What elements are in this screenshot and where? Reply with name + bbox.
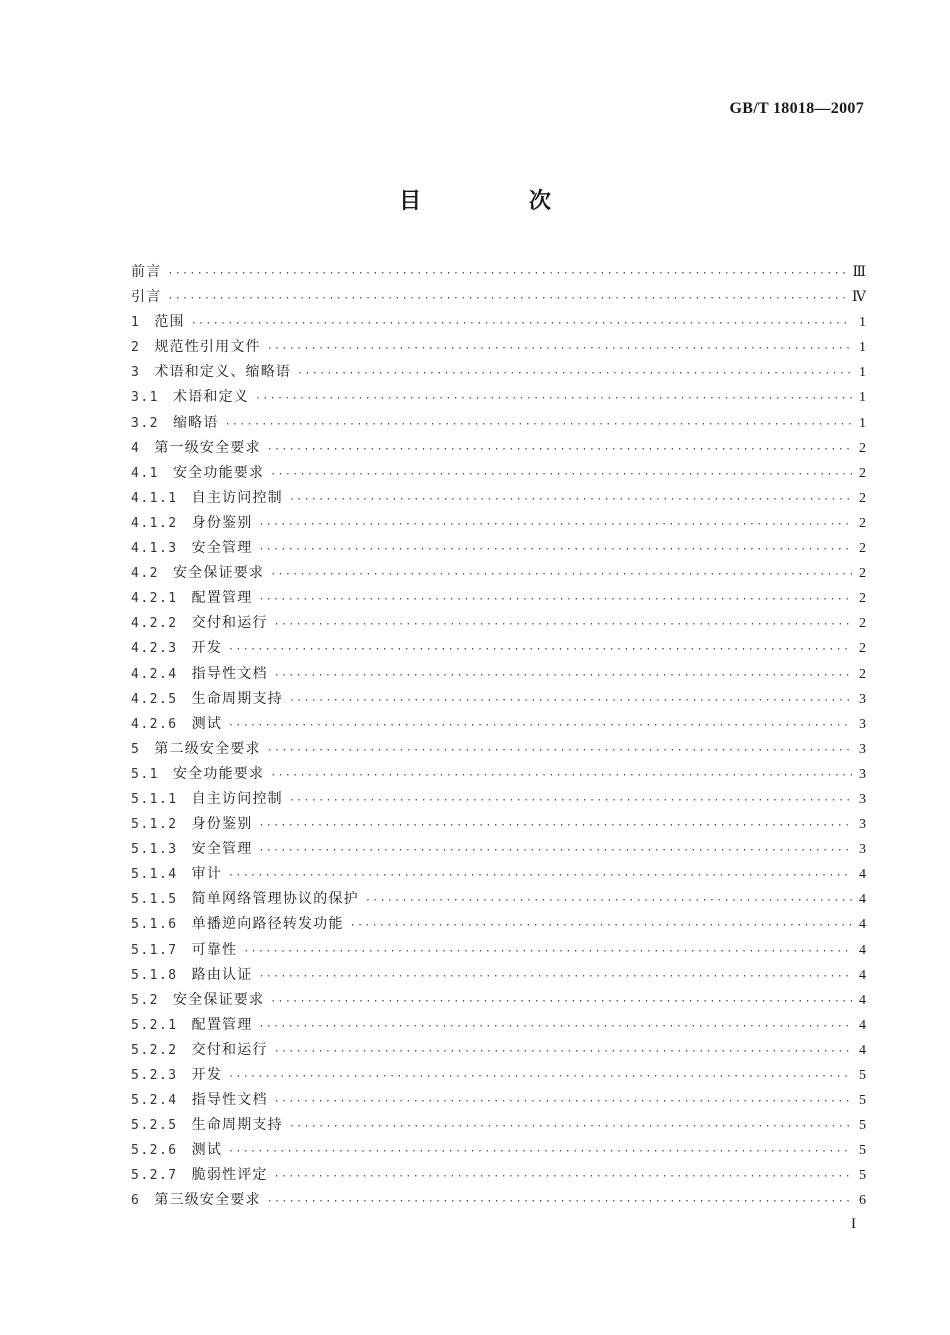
toc-entry-page: 2 [859, 566, 866, 582]
toc-dot-leader [274, 1164, 852, 1189]
toc-entry-label: 交付和运行 [191, 615, 268, 632]
toc-dot-leader [258, 537, 852, 562]
toc-entry[interactable] [131, 712, 866, 737]
toc-entry-label: 自主访问控制 [191, 790, 283, 807]
toc-entry-page: 3 [859, 817, 866, 833]
toc-entry-page: 3 [859, 741, 866, 757]
toc-entry-number: 5.1 [131, 766, 159, 782]
toc-dot-leader [274, 1039, 852, 1064]
toc-entry[interactable] [131, 1063, 866, 1088]
toc-entry-number: 5.2 [131, 992, 159, 1008]
toc-entry-label: 安全保证要求 [172, 565, 265, 582]
standard-number: GB/T 18018—2007 [729, 100, 864, 117]
toc-dot-leader [274, 612, 852, 637]
toc-dot-leader [297, 361, 852, 386]
toc-dot-leader [225, 412, 852, 437]
toc-entry-label: 交付和运行 [191, 1041, 268, 1058]
toc-entry-page: 5 [859, 1143, 866, 1159]
toc-entry-number: 4.2 [131, 566, 159, 582]
toc-entry[interactable] [131, 360, 866, 385]
toc-entry-number: 6 [131, 1193, 141, 1209]
toc-entry-page: 4 [859, 1042, 866, 1058]
toc-entry-label: 前言 [131, 264, 162, 280]
toc-entry-number: 5.1.7 [131, 942, 178, 958]
toc-entry-number: 5.1.6 [131, 917, 178, 933]
toc-entry-number: 4.2.6 [131, 716, 178, 732]
toc-entry[interactable] [131, 837, 866, 862]
toc-entry-number: 5.1.3 [131, 842, 178, 858]
toc-entry-page: 1 [859, 365, 866, 381]
toc-entry-label: 安全功能要求 [172, 765, 265, 782]
toc-dot-leader [228, 1139, 852, 1164]
toc-entry-label: 安全功能要求 [172, 464, 265, 481]
toc-entry-page: 4 [859, 892, 866, 908]
toc-entry[interactable] [131, 887, 866, 912]
toc-entry[interactable] [131, 662, 866, 687]
toc-dot-leader [274, 663, 852, 688]
toc-entry[interactable] [131, 461, 866, 486]
toc-entry[interactable] [131, 862, 866, 887]
toc-entry-number: 4.1.1 [131, 490, 178, 506]
toc-entry-page: 1 [859, 390, 866, 406]
toc-entry-page: 3 [859, 842, 866, 858]
toc-entry-number: 4.2.4 [131, 666, 178, 682]
toc-entry-page: 2 [859, 541, 866, 557]
toc-entry-label: 测试 [191, 1142, 223, 1159]
toc-entry-number: 5 [131, 741, 141, 757]
toc-entry-page: 3 [859, 691, 866, 707]
toc-entry[interactable] [131, 536, 866, 561]
toc-entry-number: 5.2.6 [131, 1143, 178, 1159]
toc-entry[interactable] [131, 812, 866, 837]
toc-entry-page: 3 [859, 791, 866, 807]
toc-entry-number: 4.2.1 [131, 591, 178, 607]
toc-entry[interactable] [131, 687, 866, 712]
toc-entry-page: 2 [859, 641, 866, 657]
table-of-contents [131, 260, 866, 1214]
toc-entry-number: 5.2.2 [131, 1042, 178, 1058]
toc-dot-leader [258, 587, 852, 612]
toc-entry-label: 安全保证要求 [172, 991, 265, 1008]
toc-entry[interactable] [131, 762, 866, 787]
toc-entry-page: 4 [859, 917, 866, 933]
toc-entry[interactable] [131, 1088, 866, 1113]
toc-entry-page: 4 [859, 967, 866, 983]
toc-dot-leader [255, 386, 852, 411]
toc-entry-page: Ⅳ [852, 290, 866, 306]
toc-dot-leader [289, 788, 852, 813]
toc-dot-leader [270, 462, 852, 487]
toc-dot-leader [258, 512, 852, 537]
toc-entry[interactable] [131, 912, 866, 937]
toc-entry-number: 5.1.4 [131, 867, 178, 883]
toc-entry-page: 1 [859, 415, 866, 431]
toc-entry-page: 5 [859, 1068, 866, 1083]
toc-entry[interactable] [131, 260, 866, 285]
toc-dot-leader [167, 261, 846, 286]
toc-entry-label: 路由认证 [191, 966, 253, 983]
toc-entry-page: 6 [859, 1193, 866, 1209]
toc-entry-label: 身份鉴别 [191, 816, 253, 833]
toc-entry-label: 简单网络管理协议的保护 [191, 891, 359, 908]
toc-entry-number: 3 [131, 365, 141, 381]
toc-entry[interactable] [131, 310, 866, 335]
toc-entry-label: 第一级安全要求 [154, 439, 261, 456]
toc-entry-label: 第三级安全要求 [154, 1192, 261, 1209]
toc-entry-number: 4 [131, 440, 141, 456]
toc-entry[interactable] [131, 963, 866, 988]
toc-entry-label: 身份鉴别 [191, 514, 253, 531]
toc-entry[interactable] [131, 1038, 866, 1063]
toc-entry[interactable] [131, 1138, 866, 1163]
toc-dot-leader [228, 863, 852, 888]
toc-entry-label: 安全管理 [191, 841, 253, 858]
toc-entry-page: 5 [859, 1118, 866, 1134]
toc-entry-page: 2 [859, 440, 866, 456]
toc-dot-leader [365, 888, 852, 913]
toc-entry-label: 指导性文档 [191, 1092, 268, 1109]
toc-entry-number: 5.1.1 [131, 791, 178, 807]
toc-entry[interactable] [131, 385, 866, 410]
toc-dot-leader [289, 688, 852, 713]
toc-entry-label: 审计 [191, 866, 223, 883]
toc-dot-leader [258, 1014, 852, 1039]
toc-entry[interactable] [131, 611, 866, 636]
toc-entry[interactable] [131, 335, 866, 360]
toc-dot-leader [228, 713, 852, 738]
toc-entry[interactable] [131, 1113, 866, 1138]
toc-entry[interactable] [131, 436, 866, 461]
toc-entry-label: 配置管理 [191, 590, 253, 607]
toc-entry[interactable] [131, 486, 866, 511]
toc-entry-label: 单播逆向路径转发功能 [191, 916, 344, 933]
toc-entry-number: 4.2.3 [131, 641, 178, 657]
toc-entry-page: 4 [859, 1017, 866, 1033]
toc-entry-label: 配置管理 [191, 1016, 253, 1033]
toc-entry[interactable] [131, 1013, 866, 1038]
toc-entry[interactable] [131, 561, 866, 586]
toc-entry-label: 自主访问控制 [191, 489, 283, 506]
toc-dot-leader [270, 562, 852, 587]
toc-entry[interactable] [131, 285, 866, 310]
toc-dot-leader [258, 964, 852, 989]
toc-dot-leader [289, 487, 852, 512]
toc-entry-number: 4.1.2 [131, 515, 178, 531]
toc-entry-number: 4.1.3 [131, 541, 178, 557]
toc-entry-label: 规范性引用文件 [154, 339, 261, 356]
toc-entry-number: 4.2.5 [131, 691, 178, 707]
toc-entry-number: 5.1.2 [131, 817, 178, 833]
toc-entry[interactable] [131, 511, 866, 536]
toc-entry-page: 3 [859, 716, 866, 732]
toc-dot-leader [289, 1114, 852, 1139]
page-number: I [851, 1216, 856, 1232]
toc-dot-leader [243, 939, 852, 964]
toc-entry-label: 引言 [131, 289, 162, 306]
toc-entry-page: 1 [859, 315, 866, 331]
toc-dot-leader [258, 813, 852, 838]
toc-entry-page: Ⅲ [852, 265, 866, 280]
toc-entry-label: 术语和定义、缩略语 [154, 364, 292, 381]
toc-dot-leader [267, 1189, 852, 1214]
toc-entry-label: 生命周期支持 [191, 1117, 283, 1134]
toc-entry-page: 3 [859, 766, 866, 782]
toc-entry-page: 2 [859, 616, 866, 632]
toc-entry-number: 1 [131, 315, 141, 331]
toc-dot-leader [350, 913, 852, 938]
toc-entry-label: 脆弱性评定 [191, 1167, 268, 1184]
toc-entry-number: 5.2.4 [131, 1093, 178, 1109]
toc-entry-page: 5 [859, 1093, 866, 1109]
toc-entry[interactable] [131, 411, 866, 436]
toc-entry-page: 2 [859, 591, 866, 607]
toc-entry[interactable] [131, 787, 866, 812]
page-title: 目 次 [399, 189, 601, 214]
toc-entry-number: 3.1 [131, 390, 159, 406]
toc-dot-leader [267, 437, 852, 462]
toc-dot-leader [228, 637, 852, 662]
toc-entry[interactable] [131, 938, 866, 963]
toc-entry-number: 4.1 [131, 465, 159, 481]
toc-entry-label: 生命周期支持 [191, 690, 283, 707]
toc-entry-label: 安全管理 [191, 540, 253, 557]
toc-entry-label: 测试 [191, 715, 223, 732]
toc-entry-label: 范围 [154, 314, 185, 331]
toc-entry-number: 5.1.8 [131, 967, 178, 983]
toc-entry-page: 4 [859, 942, 866, 958]
toc-entry-number: 2 [131, 340, 141, 356]
toc-entry-label: 开发 [191, 1067, 223, 1083]
toc-entry[interactable] [131, 988, 866, 1013]
toc-entry-label: 术语和定义 [172, 389, 249, 406]
toc-entry-number: 4.2.2 [131, 616, 178, 632]
toc-entry[interactable] [131, 636, 866, 661]
toc-entry-label: 开发 [191, 640, 223, 657]
toc-entry-page: 2 [859, 666, 866, 682]
toc-entry-page: 2 [859, 465, 866, 481]
toc-entry-number: 3.2 [131, 415, 159, 431]
toc-entry-number: 5.2.1 [131, 1017, 178, 1033]
toc-entry[interactable] [131, 737, 866, 762]
toc-entry[interactable] [131, 586, 866, 611]
toc-entry-label: 可靠性 [191, 941, 238, 958]
toc-dot-leader [228, 1064, 852, 1089]
toc-dot-leader [167, 286, 846, 311]
toc-entry-number: 5.2.7 [131, 1168, 178, 1184]
toc-dot-leader [267, 336, 852, 361]
toc-entry-page: 2 [859, 515, 866, 531]
toc-entry-number: 5.2.5 [131, 1118, 178, 1134]
toc-entry-number: 5.1.5 [131, 892, 178, 908]
toc-dot-leader [267, 738, 852, 763]
toc-entry-page: 1 [859, 340, 866, 356]
toc-entry-page: 2 [859, 490, 866, 506]
toc-entry-page: 4 [859, 867, 866, 883]
toc-entry-label: 第二级安全要求 [154, 740, 261, 757]
toc-dot-leader [274, 1089, 852, 1114]
toc-dot-leader [258, 838, 852, 863]
toc-entry-page: 4 [859, 992, 866, 1008]
toc-entry[interactable] [131, 1163, 866, 1188]
toc-entry-number: 5.2.3 [131, 1068, 178, 1083]
toc-dot-leader [270, 763, 852, 788]
toc-entry-label: 缩略语 [172, 414, 219, 431]
toc-entry-label: 指导性文档 [191, 665, 268, 682]
toc-dot-leader [191, 311, 852, 336]
toc-entry[interactable] [131, 1188, 866, 1213]
toc-entry-page: 5 [859, 1168, 866, 1184]
toc-dot-leader [270, 989, 852, 1014]
